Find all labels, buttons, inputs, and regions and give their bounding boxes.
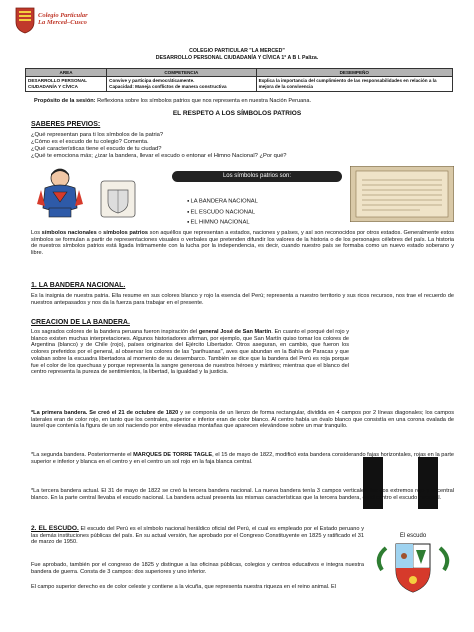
escudo-paragraph-2: Fue aprobado, también por el congreso de 1825 y distingue a las oficinas públicas, colegios y centros educativos e integra nuestra bandera de guerra. Consta de 3 campos: dos superiores y uno inferior.: [31, 562, 364, 575]
table-header-area: AREA: [26, 69, 107, 77]
coat-of-arms-image: [372, 530, 454, 602]
anthem-poster-image: [350, 166, 454, 222]
emblem-illustration: [98, 178, 138, 220]
escudo-heading: 2. EL ESCUDO.: [31, 525, 79, 532]
competencia-line1: Convive y participa democráticamente.: [109, 78, 195, 83]
question-item: ¿Qué representan para ti los símbolos de la patria?: [31, 132, 164, 138]
question-item: ¿Cómo es el escudo de tu colegio? Comenta.: [31, 139, 149, 146]
first-flag-text: y se componía de un lienzo de forma rectangular, dividida en 4 campos por 2 líneas diagonales; los campos laterales eran de color rojo, en tanto que los centrales, superior e inferior eran de color blanco. Al centro había un óvalo blanco que consistía en una corona ovalada de laurel que contenía la figura de un sol naciendo por entre elevadas montañas que aparecen elevándose sobre un mar tranquilo.: [31, 410, 455, 430]
escudo-paragraph-3: El campo superior derecho es de color celeste y contiene a la vicuña, que representa nuestra riqueza en el reino animal. El: [31, 584, 337, 590]
table-cell-area: DESARROLLO PERSONAL CIUDADANÍA Y CÍVICA: [26, 77, 107, 92]
first-flag-label: *La primera bandera.: [31, 410, 90, 416]
bandera-intro: Es la insignia de nuestra patria. Ella resume en sus colores blanco y rojo la esencia del Perú; representa a nuestro territorio y sus ricos recursos, nos trae el recuerdo de nuestros antepasados y nos da la fuerza para trabajar en el presente.: [31, 293, 454, 306]
first-flag-paragraph: [31, 410, 454, 430]
table-header-desempeno: DESEMPEÑO: [256, 69, 452, 77]
second-flag-paragraph: [31, 452, 454, 465]
header-line2: DESARROLLO PERSONAL CIUDADANÍA Y CÍVICA 1° A B I. Paliza.: [155, 55, 319, 61]
third-flag-paragraph: *La tercera bandera actual. El 31 de mayo de 1822 se creó la tercera bandera nacional. La nueva bandera tenía 3 campos verticales, los dos extremos rojo y el central blanco. En la parte central llevaba el escudo nacional. La bandera actual presenta las mismas características que la tercera bandera, en el centro el escudo nacional.: [31, 488, 454, 501]
second-flag-name: MARQUES DE TORRE TAGLE: [133, 452, 213, 458]
school-name-line2: La Merced–Cusco: [38, 19, 87, 26]
question-item: ¿Qué te emociona más; ¿izar la bandera, llevar el escudo o entonar el Himno Nacional? ¿Por qué?: [31, 153, 287, 160]
bandera-heading: 1. LA BANDERA NACIONAL.: [31, 282, 126, 289]
header-line1: COLEGIO PARTICULAR "LA MERCED": [189, 48, 285, 54]
saberes-heading: SABERES PREVIOS:: [31, 121, 101, 128]
school-name: [38, 12, 88, 26]
coat-of-arms-caption: El escudo: [399, 533, 427, 539]
symbols-list: [187, 196, 258, 228]
school-name-line1: Colegio Particular: [38, 12, 88, 19]
table-header-competencia: COMPETENCIA: [107, 69, 256, 77]
intro-text-1: Los: [31, 230, 42, 236]
creation-heading: CREACION DE LA BANDERA.: [31, 319, 130, 326]
intro-bold-2: símbolos patrios: [103, 230, 149, 236]
page-title: EL RESPETO A LOS SÍMBOLOS PATRIOS: [172, 110, 302, 117]
purpose-line: [34, 98, 454, 105]
intro-text-2: o: [96, 230, 104, 236]
table-cell-desempeno: Explica la importancia del cumplimiento de las responsabilidades en relación a la mejora de la convivencia: [256, 77, 452, 92]
creation-text-2: . En cuanto el porqué del rojo y blanco existen muchas interpretaciones. Algunos historiadores afirman, por ejemplo, que San Martín quiso tomar los colores de Argentina (blanco) y de Chile (rojo), países originarios del Ejército Libertador. Otros aseguran, en cambio, que fueron los colores preferidos por el general, al observar los colores de las "parihuanas", aves que abundan en la Bahía de Paracas y que volaban sobre la escuadra libertadora al momento de su desembarco. También se dice que la bandera del Perú es roja porque fue el color de los quechuas y porque representa la sangre generosa de nuestros héroes y mártires; mientras que el blanco del centro representa la pureza de sentimientos, la libertad, la igualdad y la justicia.: [31, 329, 349, 376]
competencia-line2: Capacidad: Maneja conflictos de manera constructiva: [109, 84, 227, 89]
creation-bold: general José de San Martín: [198, 329, 272, 335]
table-cell-competencia: [107, 77, 256, 92]
question-item: ¿Qué características tiene el escudo de tu ciudad?: [31, 146, 162, 153]
purpose-text: Reflexiona sobre los símbolos patrios que nos representa en nuestra Nación Peruana.: [95, 98, 312, 104]
competency-table: [25, 68, 453, 92]
escudo-text-1: El escudo del Perú es el símbolo nacional heráldico oficial del Perú, el cual es empleado por el Estado peruano y las demás instituciones públicas del país. En su actual versión, fue aprobado por el Congreso Constituyente en 1825 y ratificado el 31 de marzo de 1950.: [31, 526, 364, 546]
creation-paragraph: [31, 329, 349, 376]
symbol-item-himno: ● EL HIMNO NACIONAL: [187, 217, 258, 228]
second-flag-text: , el 15 de mayo de 1822, modificó esta bandera considerando fajas horizontales, rojas en la parte superior e inferior y blanca en el centro y en el centro un sol rojo en la faja blanca central.: [31, 452, 455, 465]
superhero-illustration: [35, 166, 85, 218]
second-flag-label: *La segunda bandera. Posteriormente el: [31, 452, 134, 458]
symbols-banner: Los símbolos patrios son:: [172, 171, 342, 182]
intro-bold-1: símbolos nacionales: [41, 230, 97, 236]
purpose-label: Propósito de la sesión:: [34, 98, 96, 104]
escudo-paragraph-1: [31, 526, 364, 546]
symbol-item-bandera: ● LA BANDERA NACIONAL: [187, 196, 258, 207]
saberes-questions: [31, 132, 287, 160]
intro-text-3: son aquéllos que representan a estados, naciones y países, y así son reconocidos por otros estados. Generalmente estos símbolos se formulan a partir de representaciones visuales o verbales que pretenden difundir los valores de la historia o de los personajes célebres del país. La historia de nuestros símbolos patrios está ligada íntimamente con la lucha por la independencia, es decir, cuando nuestro país se formaba como un nuevo estado soberano y libre.: [31, 230, 454, 257]
creation-text-1: Los sagrados colores de la bandera peruana fueron inspiración del: [31, 329, 199, 335]
school-crest-logo: [14, 6, 36, 34]
symbols-intro: [31, 230, 454, 257]
symbol-item-escudo: ● EL ESCUDO NACIONAL: [187, 207, 258, 218]
first-flag-date: Se creó el 21 de octubre de 1820: [89, 410, 179, 416]
